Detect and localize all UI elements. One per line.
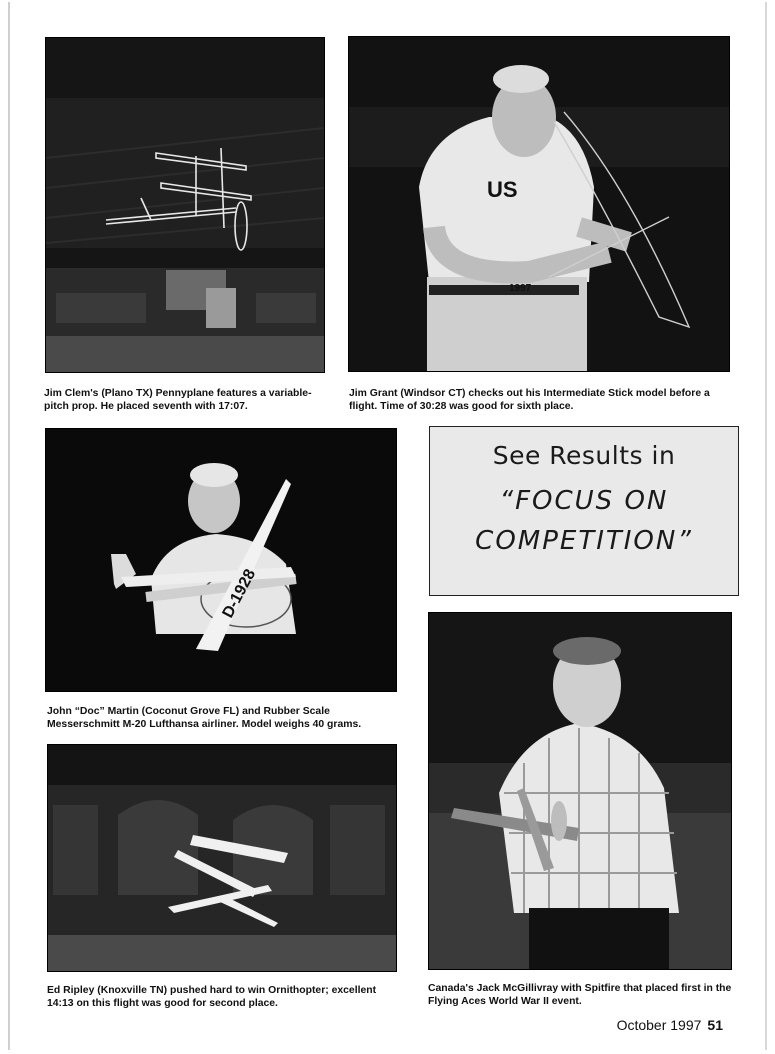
caption-clem: Jim Clem's (Plano TX) Pennyplane features a variable-pitch prop. He placed seventh with 17:07. [44,388,312,412]
caption-martin: John “Doc” Martin (Coconut Grove FL) and Rubber Scale Messerschmitt M-20 Lufthansa airliner. Model weighs 40 grams. [47,706,362,730]
folio-date: October 1997 [616,1017,702,1033]
caption-ripley: Ed Ripley (Knoxville TN) pushed hard to win Ornithopter; excellent 14:13 on this flight was good for second place. [47,985,377,1009]
tshirt-logo: US [487,177,518,202]
callout-line-2: “FOCUS ON [499,486,669,516]
folio-page-number: 51 [707,1017,723,1033]
wing-registration: D-1928 [219,566,260,621]
caption-mcgillivray: Canada's Jack McGillivray with Spitfire that placed first in the Flying Aces World War II event. [428,983,732,1007]
photo-ripley-ornithopter [47,744,397,972]
magazine-page [8,2,767,1050]
photo-mcgillivray-spitfire [428,612,732,970]
photo-clem-pennyplane [45,37,325,373]
photo-martin-messerschmitt [45,428,397,692]
caption-grant: Jim Grant (Windsor CT) checks out his Intermediate Stick model before a flight. Time of 30:28 was good for sixth place. [349,388,710,412]
results-callout-box [429,426,739,596]
photo-grant-stick-model [348,36,730,372]
page-folio [617,1017,723,1033]
tshirt-year: 1997 [509,283,532,294]
callout-line-1: See Results in [492,441,676,470]
callout-line-3: COMPETITION” [475,526,693,556]
